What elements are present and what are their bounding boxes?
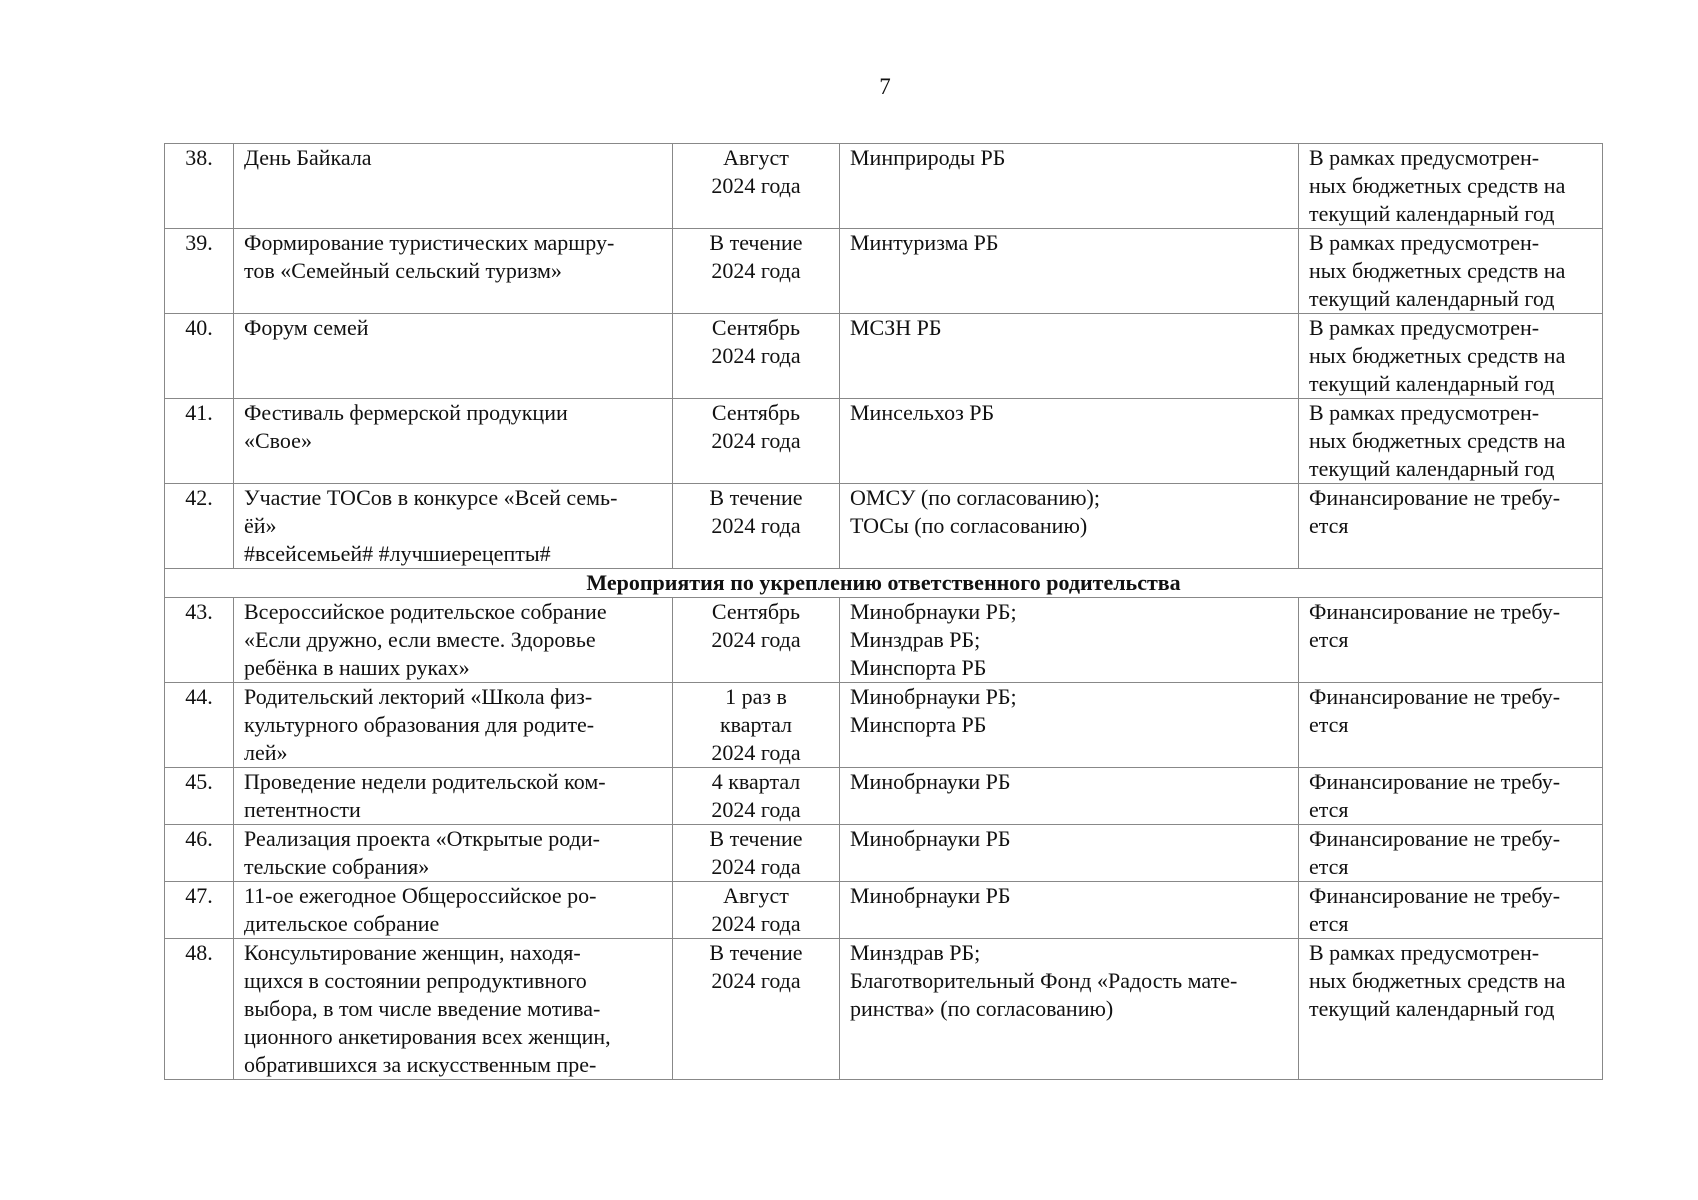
event-line: выбора, в том числе введение мотива-	[244, 996, 601, 1021]
term-cell	[673, 825, 840, 882]
event-line: «Если дружно, если вместе. Здоровье	[244, 627, 596, 652]
term-line: В течение	[709, 230, 803, 255]
executor-cell	[840, 314, 1299, 399]
funding-line: Финансирование не требу-	[1309, 684, 1561, 709]
term-cell	[673, 939, 840, 1080]
event-cell	[234, 882, 673, 939]
term-line: квартал	[719, 712, 793, 737]
section-title: Мероприятия по укреплению ответственного родительства	[165, 569, 1603, 598]
event-line: Реализация проекта «Открытые роди-	[244, 826, 600, 851]
executor-line: ОМСУ (по согласованию);	[850, 485, 1100, 510]
event-line: петентности	[244, 797, 361, 822]
term-line: Сентябрь	[711, 599, 801, 624]
page-number: 7	[879, 74, 891, 99]
executor-cell	[840, 144, 1299, 229]
event-line: дительское собрание	[244, 911, 440, 936]
table-row	[165, 399, 1603, 484]
executor-cell	[840, 882, 1299, 939]
term-line: 2024 года	[711, 797, 801, 822]
funding-line: ных бюджетных средств на	[1309, 343, 1566, 368]
event-line: Фестиваль фермерской продукции	[244, 400, 568, 425]
term-line: 2024 года	[711, 343, 801, 368]
funding-cell	[1299, 825, 1603, 882]
funding-line: ных бюджетных средств на	[1309, 173, 1566, 198]
event-line: Всероссийское родительское собрание	[244, 599, 607, 624]
row-number-cell: 43.	[165, 598, 234, 683]
events-plan-table	[164, 143, 1603, 1080]
table-row	[165, 229, 1603, 314]
section-header-row	[165, 569, 1603, 598]
event-cell	[234, 144, 673, 229]
term-cell	[673, 484, 840, 569]
event-cell	[234, 229, 673, 314]
executor-line: Благотворительный Фонд «Радость мате-	[850, 968, 1238, 993]
funding-cell	[1299, 768, 1603, 825]
executor-line: Минспорта РБ	[850, 712, 987, 737]
funding-line: ных бюджетных средств на	[1309, 428, 1566, 453]
term-line: 2024 года	[711, 911, 801, 936]
term-cell	[673, 144, 840, 229]
term-line: 2024 года	[711, 740, 801, 765]
funding-line: ется	[1309, 911, 1349, 936]
event-line: Участие ТОСов в конкурсе «Всей семь-	[244, 485, 618, 510]
event-line: ребёнка в наших руках»	[244, 655, 470, 680]
term-line: 2024 года	[711, 513, 801, 538]
term-cell	[673, 229, 840, 314]
term-line: В течение	[709, 940, 803, 965]
term-line: 2024 года	[711, 627, 801, 652]
event-cell	[234, 314, 673, 399]
executor-cell	[840, 484, 1299, 569]
event-line: Родительский лекторий «Школа физ-	[244, 684, 593, 709]
term-cell	[673, 768, 840, 825]
event-cell	[234, 683, 673, 768]
funding-line: Финансирование не требу-	[1309, 883, 1561, 908]
term-line: В течение	[709, 485, 803, 510]
term-line: 2024 года	[711, 428, 801, 453]
funding-line: Финансирование не требу-	[1309, 769, 1561, 794]
executor-line: Минздрав РБ;	[850, 627, 981, 652]
funding-cell	[1299, 939, 1603, 1080]
event-cell	[234, 399, 673, 484]
funding-line: ется	[1309, 513, 1349, 538]
event-line: Проведение недели родительской ком-	[244, 769, 606, 794]
funding-cell	[1299, 314, 1603, 399]
funding-line: Финансирование не требу-	[1309, 826, 1561, 851]
executor-line: Минобрнауки РБ	[850, 826, 1011, 851]
funding-cell	[1299, 144, 1603, 229]
event-cell	[234, 484, 673, 569]
event-cell	[234, 768, 673, 825]
event-line: Формирование туристических маршру-	[244, 230, 615, 255]
term-line: 1 раз в	[725, 684, 787, 709]
executor-line: Минспорта РБ	[850, 655, 987, 680]
event-line: лей»	[244, 740, 288, 765]
funding-line: В рамках предусмотрен-	[1309, 940, 1540, 965]
event-cell	[234, 825, 673, 882]
row-number-cell: 38.	[165, 144, 234, 229]
term-line: Сентябрь	[711, 400, 801, 425]
funding-line: ных бюджетных средств на	[1309, 258, 1566, 283]
row-number-cell: 46.	[165, 825, 234, 882]
row-number-cell: 44.	[165, 683, 234, 768]
term-line: 2024 года	[711, 258, 801, 283]
event-cell	[234, 598, 673, 683]
table-body-after-section	[165, 598, 1603, 1080]
funding-line: ется	[1309, 854, 1349, 879]
funding-cell	[1299, 882, 1603, 939]
event-line: День Байкала	[244, 145, 372, 170]
term-line: В течение	[709, 826, 803, 851]
funding-line: В рамках предусмотрен-	[1309, 145, 1540, 170]
event-line: «Свое»	[244, 428, 312, 453]
row-number-cell: 41.	[165, 399, 234, 484]
executor-line: Минсельхоз РБ	[850, 400, 995, 425]
event-line: Консультирование женщин, находя-	[244, 940, 581, 965]
funding-line: Финансирование не требу-	[1309, 599, 1561, 624]
table-row	[165, 598, 1603, 683]
table-row	[165, 939, 1603, 1080]
funding-line: ется	[1309, 627, 1349, 652]
executor-line: МСЗН РБ	[850, 315, 942, 340]
funding-line: ных бюджетных средств на	[1309, 968, 1566, 993]
term-line: Август	[723, 145, 789, 170]
funding-line: Финансирование не требу-	[1309, 485, 1561, 510]
event-line: #всейсемьей# #лучшиерецепты#	[244, 541, 551, 566]
term-line: 2024 года	[711, 968, 801, 993]
executor-line: ТОСы (по согласованию)	[850, 513, 1088, 538]
row-number-cell: 40.	[165, 314, 234, 399]
funding-line: текущий календарный год	[1309, 371, 1555, 396]
table-row	[165, 683, 1603, 768]
funding-line: текущий календарный год	[1309, 456, 1555, 481]
term-line: Август	[723, 883, 789, 908]
funding-line: В рамках предусмотрен-	[1309, 230, 1540, 255]
term-cell	[673, 399, 840, 484]
executor-line: Минобрнауки РБ	[850, 769, 1011, 794]
event-line: Форум семей	[244, 315, 369, 340]
event-line: 11-ое ежегодное Общероссийское ро-	[244, 883, 597, 908]
funding-cell	[1299, 683, 1603, 768]
executor-line: Минприроды РБ	[850, 145, 1006, 170]
executor-cell	[840, 768, 1299, 825]
event-line: щихся в состоянии репродуктивного	[244, 968, 587, 993]
event-line: тельские собрания»	[244, 854, 430, 879]
funding-cell	[1299, 484, 1603, 569]
funding-cell	[1299, 399, 1603, 484]
executor-cell	[840, 825, 1299, 882]
term-cell	[673, 598, 840, 683]
table-row	[165, 144, 1603, 229]
funding-cell	[1299, 229, 1603, 314]
event-cell	[234, 939, 673, 1080]
event-line: культурного образования для родите-	[244, 712, 595, 737]
term-cell	[673, 314, 840, 399]
executor-cell	[840, 229, 1299, 314]
row-number-cell: 48.	[165, 939, 234, 1080]
table-row	[165, 314, 1603, 399]
table-row	[165, 484, 1603, 569]
term-line: 2024 года	[711, 854, 801, 879]
funding-line: В рамках предусмотрен-	[1309, 400, 1540, 425]
funding-line: текущий календарный год	[1309, 286, 1555, 311]
funding-line: текущий календарный год	[1309, 201, 1555, 226]
funding-line: ется	[1309, 712, 1349, 737]
executor-line: Минобрнауки РБ;	[850, 684, 1017, 709]
executor-line: Минздрав РБ;	[850, 940, 981, 965]
event-line: обратившихся за искусственным пре-	[244, 1052, 597, 1077]
executor-line: Минтуризма РБ	[850, 230, 999, 255]
funding-line: ется	[1309, 797, 1349, 822]
table-body-before-section	[165, 144, 1603, 569]
table-section-header	[165, 569, 1603, 598]
term-cell	[673, 882, 840, 939]
executor-line: Минобрнауки РБ;	[850, 599, 1017, 624]
funding-cell	[1299, 598, 1603, 683]
table-row	[165, 768, 1603, 825]
term-cell	[673, 683, 840, 768]
funding-line: В рамках предусмотрен-	[1309, 315, 1540, 340]
term-line: 2024 года	[711, 173, 801, 198]
funding-line: текущий календарный год	[1309, 996, 1555, 1021]
table-row	[165, 882, 1603, 939]
event-line: ёй»	[244, 513, 277, 538]
term-line: Сентябрь	[711, 315, 801, 340]
executor-cell	[840, 399, 1299, 484]
row-number-cell: 47.	[165, 882, 234, 939]
event-line: тов «Семейный сельский туризм»	[244, 258, 562, 283]
term-line: 4 квартал	[711, 769, 801, 794]
executor-line: ринства» (по согласованию)	[850, 996, 1114, 1021]
row-number-cell: 45.	[165, 768, 234, 825]
executor-line: Минобрнауки РБ	[850, 883, 1011, 908]
event-line: ционного анкетирования всех женщин,	[244, 1024, 611, 1049]
executor-cell	[840, 683, 1299, 768]
table-row	[165, 825, 1603, 882]
executor-cell	[840, 939, 1299, 1080]
row-number-cell: 42.	[165, 484, 234, 569]
executor-cell	[840, 598, 1299, 683]
row-number-cell: 39.	[165, 229, 234, 314]
